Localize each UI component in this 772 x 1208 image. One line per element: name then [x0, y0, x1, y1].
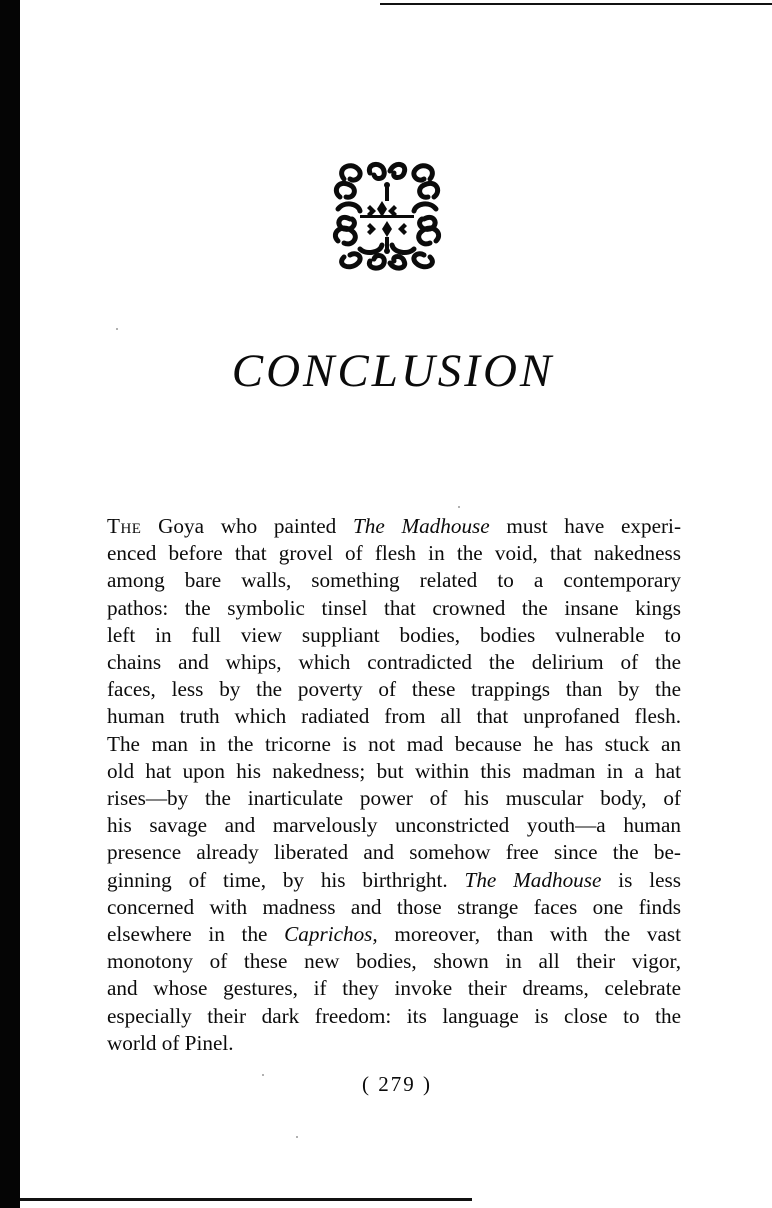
scan-speck — [296, 1136, 298, 1138]
text-line: presence already liberated and somehow free since the be- — [107, 840, 681, 865]
page-number: ( 279 ) — [362, 1072, 432, 1096]
text-line: human truth which radiated from all that unprofaned flesh. — [107, 704, 681, 729]
text-line: faces, less by the poverty of these trappings than by the — [107, 677, 681, 702]
scan-left-edge — [0, 0, 20, 1208]
text-line: old hat upon his nakedness; but within this madman in a hat — [107, 758, 681, 783]
italic-title: The Madhouse — [464, 867, 602, 892]
text-line: elsewhere in the Caprichos, moreover, than with the vast — [107, 922, 681, 947]
body-paragraph — [107, 513, 681, 1057]
text-line: ginning of time, by his birthright. The Madhouse is less — [107, 867, 681, 892]
text-line: pathos: the symbolic tinsel that crowned the insane kings — [107, 595, 681, 620]
text-line: rises—by the inarticulate power of his muscular body, of — [107, 786, 681, 811]
text-line: left in full view suppliant bodies, bodies vulnerable to — [107, 622, 681, 647]
text-line: enced before that grovel of flesh in the void, that nakedness — [107, 541, 681, 566]
italic-title: The Madhouse — [352, 514, 490, 538]
scan-top-rule — [380, 3, 772, 5]
chapter-title: CONCLUSION — [231, 345, 555, 397]
decorative-fleuron-icon — [330, 157, 444, 273]
text-line: monotony of these new bodies, shown in all their vigor, — [107, 949, 681, 974]
scan-speck — [116, 328, 118, 330]
text-line: especially their dark freedom: its language is close to the — [107, 1003, 681, 1028]
text-line: chains and whips, which contradicted the delirium of the — [107, 650, 681, 675]
scan-bottom-rule — [20, 1198, 472, 1201]
text-line: The man in the tricorne is not mad because he has stuck an — [107, 731, 681, 756]
text-line: among bare walls, something related to a contemporary — [107, 568, 681, 593]
scan-speck — [262, 1074, 264, 1076]
text-line: The Goya who painted The Madhouse must have experi- — [107, 514, 681, 538]
scan-speck — [458, 506, 460, 508]
text-line: world of Pinel. — [107, 1030, 234, 1055]
lead-word: The — [107, 514, 142, 538]
text-line: and whose gestures, if they invoke their dreams, celebrate — [107, 976, 681, 1001]
text-line: his savage and marvelously unconstricted youth—a human — [107, 813, 681, 838]
italic-title: Caprichos, — [284, 922, 378, 947]
text-line: concerned with madness and those strange faces one finds — [107, 894, 681, 919]
